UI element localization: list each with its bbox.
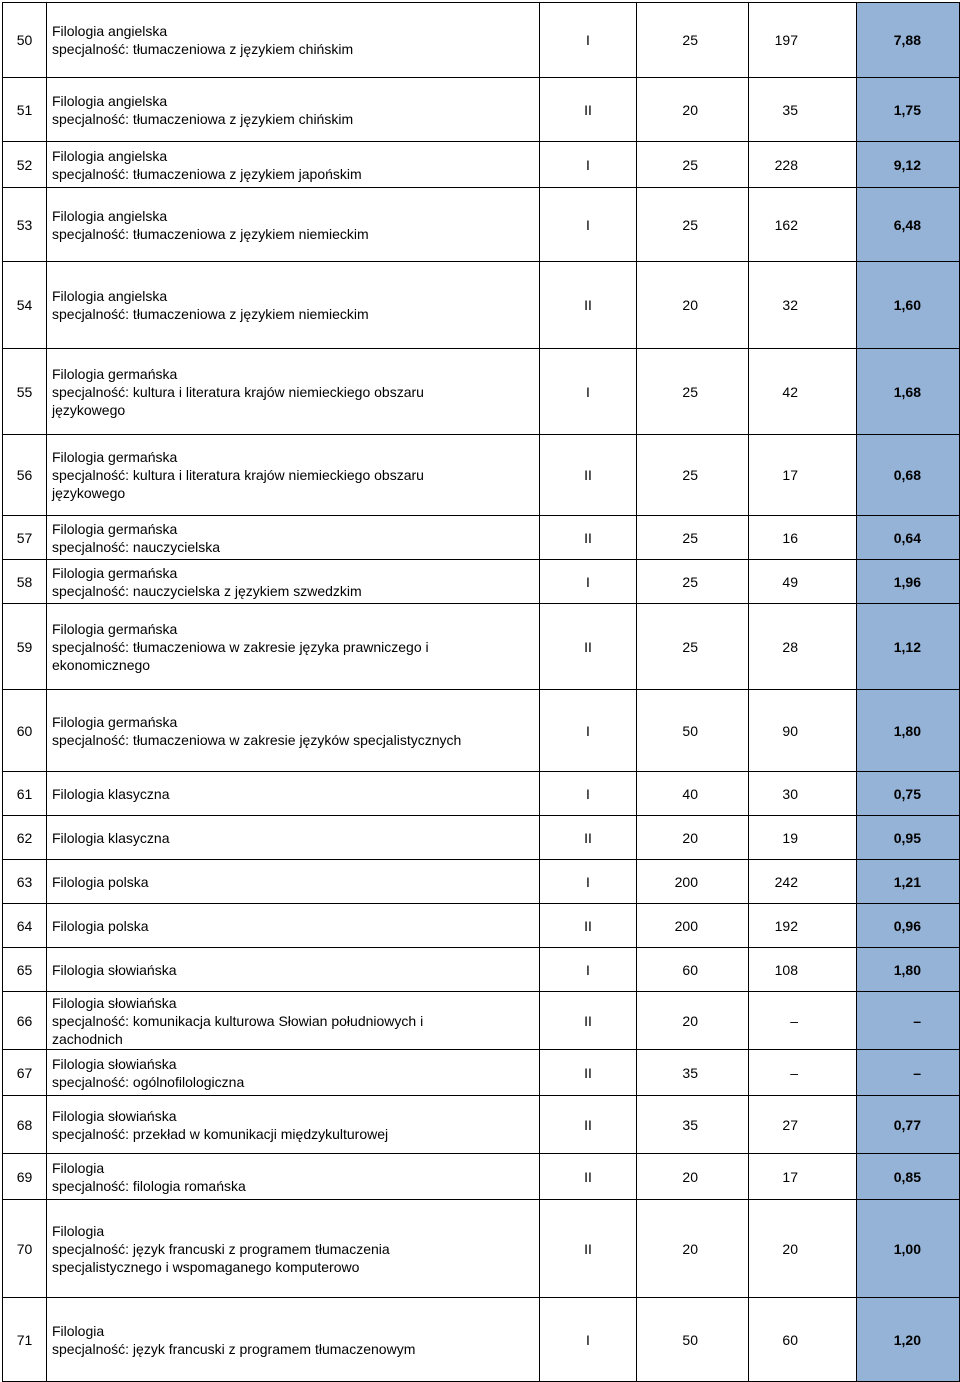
study-level: II	[540, 604, 637, 690]
row-number: 65	[3, 948, 47, 992]
program-description-line: specjalność: filologia romańska	[52, 1177, 246, 1194]
program-description-line: specjalistycznego i wspomaganego komputerowo	[52, 1258, 360, 1275]
candidates-per-place: 1,75	[857, 78, 960, 142]
table-row	[3, 3, 960, 78]
row-number: 62	[3, 816, 47, 860]
table-row	[3, 1096, 960, 1154]
program-description-line: Filologia	[52, 1222, 105, 1239]
study-level: I	[540, 690, 637, 772]
program-description-line: Filologia angielska	[52, 207, 168, 224]
candidate-count: 228	[749, 142, 857, 188]
row-number: 60	[3, 690, 47, 772]
table-row	[3, 142, 960, 188]
program-description-line: specjalność: język francuski z programem tłumaczenia	[52, 1240, 390, 1257]
candidate-count: 90	[749, 690, 857, 772]
program-description-line: Filologia słowiańska	[52, 961, 177, 978]
program-description-line: Filologia angielska	[52, 288, 168, 304]
row-number: 69	[3, 1154, 47, 1200]
program-description-line: Filologia germańska	[52, 449, 178, 465]
candidates-per-place: 1,12	[857, 604, 960, 690]
admission-limit: 40	[637, 772, 749, 816]
program-description-line: Filologia germańska	[52, 365, 178, 382]
row-number: 59	[3, 604, 47, 690]
admission-limit: 200	[637, 904, 749, 948]
table-row	[3, 992, 960, 1050]
program-description-line: Filologia angielska	[52, 147, 168, 164]
table-row	[3, 1200, 960, 1298]
row-number: 57	[3, 516, 47, 560]
program-description-line: językowego	[52, 401, 126, 418]
admission-limit: 25	[637, 516, 749, 560]
program-description-line: specjalność: przekład w komunikacji międzykulturowej	[52, 1125, 389, 1142]
program-description	[47, 188, 540, 262]
table-row	[3, 78, 960, 142]
row-number: 56	[3, 435, 47, 516]
row-number: 63	[3, 860, 47, 904]
candidate-count: 28	[749, 604, 857, 690]
program-description-line: specjalność: tłumaczeniowa z językiem niemieckim	[52, 225, 369, 242]
program-description-line: specjalność: tłumaczeniowa z językiem chińskim	[52, 110, 354, 127]
study-level: I	[540, 1298, 637, 1382]
study-level: I	[540, 948, 637, 992]
study-level: II	[540, 1154, 637, 1200]
candidates-per-place: 1,80	[857, 690, 960, 772]
admission-limit: 25	[637, 560, 749, 604]
study-level: II	[540, 262, 637, 349]
table-row	[3, 516, 960, 560]
row-number: 55	[3, 349, 47, 435]
program-description-line: specjalność: komunikacja kulturowa Słowian południowych i	[52, 1012, 424, 1029]
program-description-line: Filologia angielska	[52, 92, 168, 109]
candidate-count: 16	[749, 516, 857, 560]
candidate-count: 17	[749, 1154, 857, 1200]
program-description-line: specjalność: kultura i literatura krajów niemieckiego obszaru	[52, 383, 424, 400]
candidates-per-place: 0,75	[857, 772, 960, 816]
admission-limit: 25	[637, 604, 749, 690]
program-description	[47, 262, 540, 349]
admission-limit: 20	[637, 1154, 749, 1200]
table-row	[3, 1154, 960, 1200]
candidates-per-place: 1,80	[857, 948, 960, 992]
candidate-count: 35	[749, 78, 857, 142]
program-description-line: specjalność: kultura i literatura krajów niemieckiego obszaru	[52, 467, 424, 483]
study-level: II	[540, 816, 637, 860]
admission-limit: 50	[637, 690, 749, 772]
row-number: 52	[3, 142, 47, 188]
program-description	[47, 516, 540, 560]
admissions-table	[2, 2, 960, 1382]
program-description-line: Filologia klasyczna	[52, 829, 170, 846]
row-number: 64	[3, 904, 47, 948]
study-level: I	[540, 349, 637, 435]
program-description-line: Filologia	[52, 1322, 105, 1339]
program-description	[47, 3, 540, 78]
table-body	[3, 3, 960, 1382]
program-description-line: zachodnich	[52, 1030, 123, 1047]
candidates-per-place: 0,85	[857, 1154, 960, 1200]
candidate-count: 60	[749, 1298, 857, 1382]
candidates-per-place: 0,64	[857, 516, 960, 560]
program-description	[47, 1298, 540, 1382]
candidates-per-place: 1,60	[857, 262, 960, 349]
program-description	[47, 1154, 540, 1200]
study-level: II	[540, 1096, 637, 1154]
candidate-count: 242	[749, 860, 857, 904]
row-number: 71	[3, 1298, 47, 1382]
table-row	[3, 772, 960, 816]
row-number: 51	[3, 78, 47, 142]
program-description-line: Filologia klasyczna	[52, 785, 170, 802]
program-description-line: Filologia słowiańska	[52, 1055, 177, 1072]
table-row	[3, 948, 960, 992]
program-description-line: Filologia angielska	[52, 23, 168, 39]
program-description-line: specjalność: ogólnofilologiczna	[52, 1073, 245, 1090]
candidate-count: 30	[749, 772, 857, 816]
candidates-per-place: 1,20	[857, 1298, 960, 1382]
program-description	[47, 1050, 540, 1096]
admission-limit: 20	[637, 262, 749, 349]
candidates-per-place: 0,96	[857, 904, 960, 948]
study-level: I	[540, 3, 637, 78]
candidates-per-place: 0,77	[857, 1096, 960, 1154]
program-description-line: Filologia	[52, 1159, 105, 1176]
program-description-line: specjalność: tłumaczeniowa w zakresie języków specjalistycznych	[52, 731, 462, 748]
program-description	[47, 604, 540, 690]
program-description-line: specjalność: tłumaczeniowa z językiem japońskim	[52, 165, 362, 182]
program-description	[47, 560, 540, 604]
program-description-line: specjalność: tłumaczeniowa z językiem chińskim	[52, 41, 354, 57]
table-row	[3, 904, 960, 948]
admission-limit: 25	[637, 3, 749, 78]
candidates-per-place: 1,96	[857, 560, 960, 604]
program-description	[47, 904, 540, 948]
candidates-per-place: 0,95	[857, 816, 960, 860]
candidates-per-place: 0,68	[857, 435, 960, 516]
program-description	[47, 78, 540, 142]
table-row	[3, 349, 960, 435]
program-description	[47, 690, 540, 772]
candidates-per-place: 7,88	[857, 3, 960, 78]
candidate-count: 27	[749, 1096, 857, 1154]
program-description	[47, 772, 540, 816]
candidate-count: –	[749, 1050, 857, 1096]
study-level: II	[540, 992, 637, 1050]
program-description	[47, 142, 540, 188]
admission-limit: 35	[637, 1050, 749, 1096]
admission-limit: 60	[637, 948, 749, 992]
row-number: 67	[3, 1050, 47, 1096]
candidate-count: 42	[749, 349, 857, 435]
admission-limit: 20	[637, 816, 749, 860]
table-row	[3, 188, 960, 262]
table-row	[3, 816, 960, 860]
program-description-line: Filologia słowiańska	[52, 1107, 177, 1124]
table-row	[3, 1298, 960, 1382]
table-row	[3, 1050, 960, 1096]
candidate-count: –	[749, 992, 857, 1050]
admission-limit: 25	[637, 188, 749, 262]
study-level: II	[540, 435, 637, 516]
study-level: I	[540, 772, 637, 816]
candidate-count: 197	[749, 3, 857, 78]
row-number: 68	[3, 1096, 47, 1154]
program-description-line: specjalność: język francuski z programem tłumaczenowym	[52, 1340, 416, 1357]
admission-limit: 25	[637, 435, 749, 516]
admission-limit: 200	[637, 860, 749, 904]
study-level: II	[540, 78, 637, 142]
table-row	[3, 604, 960, 690]
program-description-line: Filologia polska	[52, 873, 149, 890]
candidates-per-place: 1,68	[857, 349, 960, 435]
admission-limit: 20	[637, 78, 749, 142]
admission-limit: 35	[637, 1096, 749, 1154]
program-description-line: specjalność: tłumaczeniowa z językiem niemieckim	[52, 306, 369, 322]
candidate-count: 108	[749, 948, 857, 992]
study-level: I	[540, 860, 637, 904]
candidates-per-place: –	[857, 1050, 960, 1096]
program-description	[47, 860, 540, 904]
study-level: II	[540, 1050, 637, 1096]
program-description	[47, 992, 540, 1050]
table-row	[3, 560, 960, 604]
admission-limit: 50	[637, 1298, 749, 1382]
row-number: 53	[3, 188, 47, 262]
program-description-line: Filologia germańska	[52, 564, 178, 581]
program-description	[47, 349, 540, 435]
table-row	[3, 262, 960, 349]
candidate-count: 192	[749, 904, 857, 948]
candidates-per-place: –	[857, 992, 960, 1050]
candidate-count: 19	[749, 816, 857, 860]
study-level: II	[540, 1200, 637, 1298]
table-row	[3, 860, 960, 904]
program-description	[47, 816, 540, 860]
program-description-line: specjalność: tłumaczeniowa w zakresie języka prawniczego i	[52, 638, 429, 655]
program-description-line: specjalność: nauczycielska z językiem szwedzkim	[52, 582, 362, 599]
candidate-count: 162	[749, 188, 857, 262]
candidates-per-place: 1,00	[857, 1200, 960, 1298]
program-description-line: Filologia germańska	[52, 520, 178, 537]
candidate-count: 20	[749, 1200, 857, 1298]
study-level: I	[540, 188, 637, 262]
program-description-line: Filologia germańska	[52, 713, 178, 730]
program-description-line: językowego	[52, 485, 126, 501]
candidates-per-place: 9,12	[857, 142, 960, 188]
program-description	[47, 1200, 540, 1298]
program-description-line: Filologia słowiańska	[52, 994, 177, 1011]
study-level: II	[540, 904, 637, 948]
row-number: 58	[3, 560, 47, 604]
row-number: 66	[3, 992, 47, 1050]
study-level: I	[540, 560, 637, 604]
admission-limit: 25	[637, 142, 749, 188]
table-row	[3, 435, 960, 516]
study-level: I	[540, 142, 637, 188]
admission-limit: 25	[637, 349, 749, 435]
row-number: 50	[3, 3, 47, 78]
candidate-count: 32	[749, 262, 857, 349]
admission-limit: 20	[637, 992, 749, 1050]
program-description-line: ekonomicznego	[52, 656, 151, 673]
row-number: 61	[3, 772, 47, 816]
candidates-per-place: 1,21	[857, 860, 960, 904]
program-description	[47, 435, 540, 516]
study-level: II	[540, 516, 637, 560]
program-description-line: Filologia polska	[52, 917, 149, 934]
program-description-line: specjalność: nauczycielska	[52, 538, 221, 555]
row-number: 70	[3, 1200, 47, 1298]
program-description	[47, 1096, 540, 1154]
program-description-line: Filologia germańska	[52, 620, 178, 637]
program-description	[47, 948, 540, 992]
admission-limit: 20	[637, 1200, 749, 1298]
table-row	[3, 690, 960, 772]
candidates-per-place: 6,48	[857, 188, 960, 262]
row-number: 54	[3, 262, 47, 349]
candidate-count: 17	[749, 435, 857, 516]
candidate-count: 49	[749, 560, 857, 604]
